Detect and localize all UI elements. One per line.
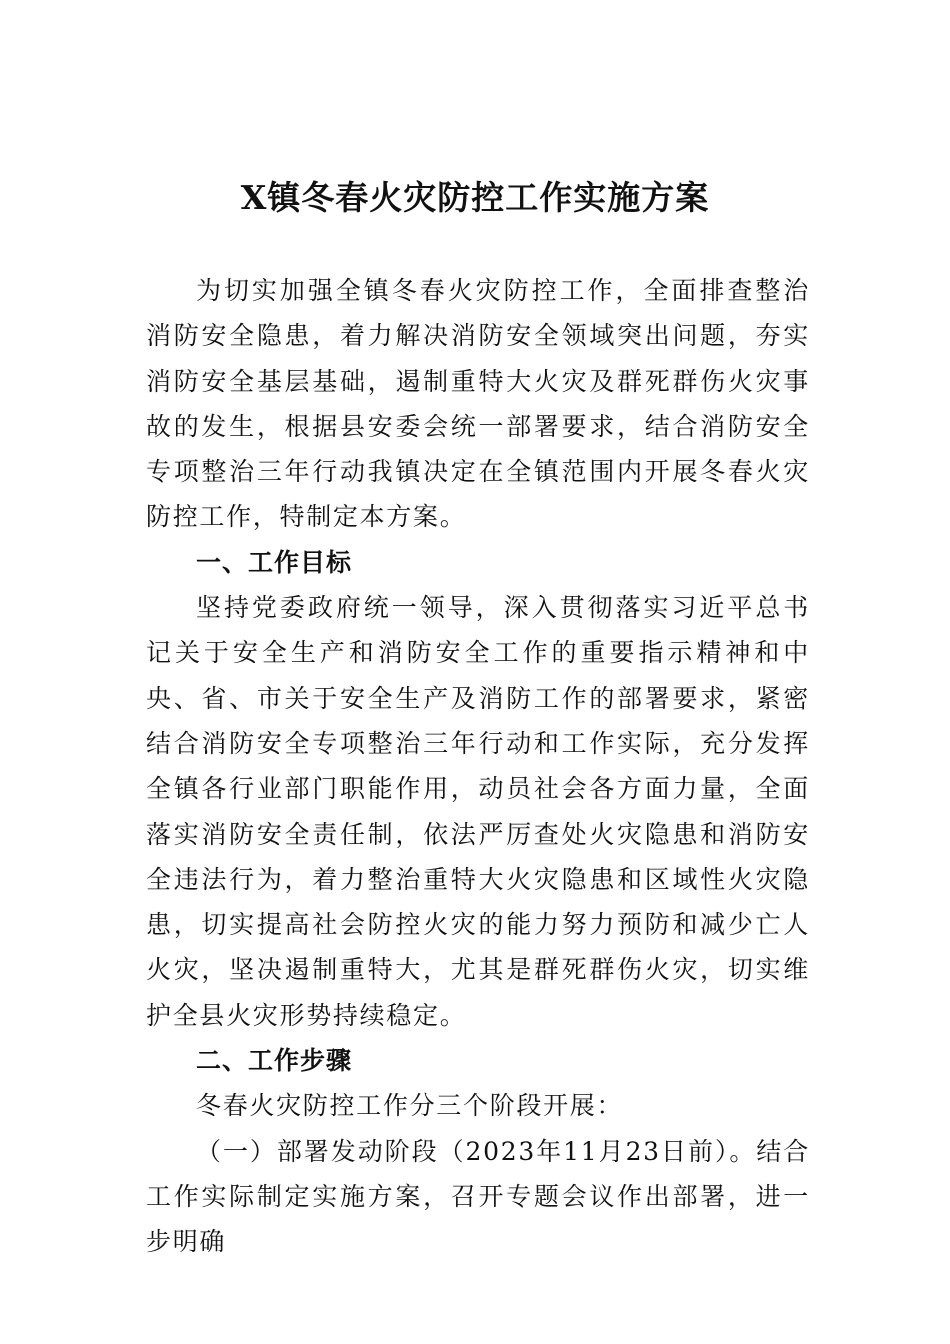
goals-paragraph: 坚持党委政府统一领导，深入贯彻落实习近平总书记关于安全生产和消防安全工作的重要指示精神和中央、省、市关于安全生产及消防工作的部署要求，紧密结合消防安全专项整治三年行动和工作实际，充分发挥全镇各行业部门职能作用，动员社会各方面力量，全面落实消防安全责任制，依法严厉查处火灾隐患和消防安全违法行为，着力整治重特大火灾隐患和区域性火灾隐患，切实提高社会防控火灾的能力努力预防和减少亡人火灾，坚决遏制重特大，尤其是群死群伤火灾，切实维护全县火灾形势持续稳定。 (146, 593, 810, 1030)
steps-lead-paragraph: 冬春火灾防控工作分三个阶段开展： (196, 1091, 624, 1121)
section-heading-goals: 一、工作目标 (196, 547, 353, 577)
intro-paragraph: 为切实加强全镇冬春火灾防控工作，全面排查整治消防安全隐患，着力解决消防安全领域突出问题，夯实消防安全基层基础，遏制重特大火灾及群死群伤火灾事故的发生，根据县安委会统一部署要求，结合消防安全专项整治三年行动我镇决定在全镇范围内开展冬春火灾防控工作，特制定本方案。 (146, 276, 810, 532)
document-title: X镇冬春火灾防控工作实施方案 (240, 178, 710, 217)
document-body (146, 268, 810, 1265)
section-heading-steps: 二、工作步骤 (196, 1046, 353, 1076)
stage-one-paragraph: （一）部署发动阶段（2023年11月23日前）。结合工作实际制定实施方案，召开专题会议作出部署，进一步明确 (146, 1136, 810, 1257)
